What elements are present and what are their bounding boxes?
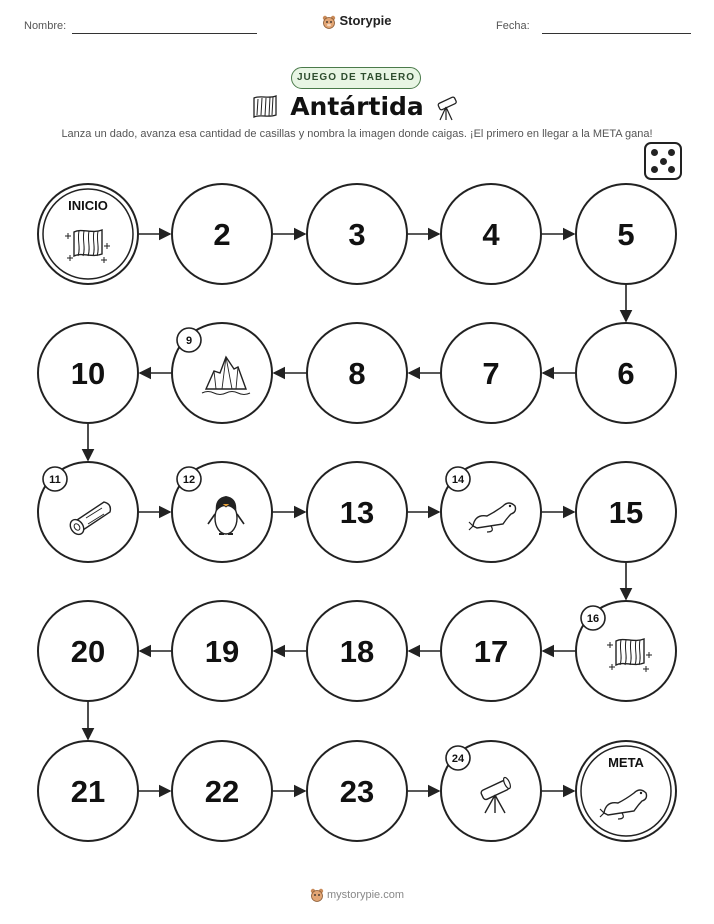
- space-number-badge-label: 12: [182, 474, 196, 486]
- board-space-5: [576, 184, 676, 284]
- board-space-7: [441, 323, 541, 423]
- space-number: 8: [348, 356, 366, 391]
- board-space-22: [172, 741, 272, 841]
- space-number: 19: [204, 634, 240, 669]
- board-space-11: [38, 462, 138, 562]
- board-space-2: [172, 184, 272, 284]
- board-space-21: [38, 741, 138, 841]
- space-number: 7: [482, 356, 500, 391]
- brand-name: Storypie: [339, 13, 392, 28]
- board-space-14: [441, 462, 541, 562]
- board-space-17: [441, 601, 541, 701]
- space-number-badge-label: 11: [49, 474, 61, 486]
- space-number: 17: [473, 634, 509, 669]
- board-space-19: [172, 601, 272, 701]
- board-space-4: [441, 184, 541, 284]
- finish-label: META: [608, 755, 644, 770]
- board-space-24: [441, 741, 541, 841]
- space-number: 18: [339, 634, 375, 669]
- board-space-12: [172, 462, 272, 562]
- space-number: 6: [617, 356, 635, 391]
- space-number-badge-label: 16: [586, 613, 600, 625]
- space-number: 23: [339, 774, 375, 809]
- space-number: 13: [339, 495, 375, 530]
- space-number: 4: [482, 217, 500, 252]
- board-space-23: [307, 741, 407, 841]
- space-number: 2: [213, 217, 231, 252]
- board-space-10: [38, 323, 138, 423]
- footer-url: mystorypie.com: [326, 888, 405, 901]
- instructions: Lanza un dado, avanza esa cantidad de casillas y nombra la imagen donde caigas. ¡El primero en llegar a la META gana!: [61, 128, 653, 140]
- space-number: 10: [70, 356, 106, 391]
- space-number: 21: [70, 774, 106, 809]
- board-space-8: [307, 323, 407, 423]
- space-number: 15: [608, 495, 644, 530]
- board-space-18: [307, 601, 407, 701]
- space-number-badge-label: 24: [451, 753, 465, 765]
- start-label: INICIO: [68, 198, 108, 213]
- board-space-3: [307, 184, 407, 284]
- board-space-9: [172, 323, 272, 423]
- board-space-15: [576, 462, 676, 562]
- board-space-6: [576, 323, 676, 423]
- page-title: Antártida: [290, 92, 424, 121]
- space-number: 3: [348, 217, 366, 252]
- bear-logo-icon: [310, 888, 324, 902]
- board-space-16: [576, 601, 676, 701]
- start-space: [38, 184, 138, 284]
- name-label: Nombre:: [24, 20, 67, 32]
- game-type-badge: JUEGO DE TABLERO: [291, 67, 421, 89]
- footer-brand: [0, 888, 714, 902]
- finish-space: [576, 741, 676, 841]
- space-number: 20: [70, 634, 106, 669]
- board-space-13: [307, 462, 407, 562]
- space-number: 22: [204, 774, 240, 809]
- board-space-20: [38, 601, 138, 701]
- space-number-badge-label: 9: [185, 335, 193, 347]
- date-label: Fecha:: [496, 20, 530, 32]
- space-number-badge-label: 14: [451, 474, 465, 486]
- space-number: 5: [617, 217, 635, 252]
